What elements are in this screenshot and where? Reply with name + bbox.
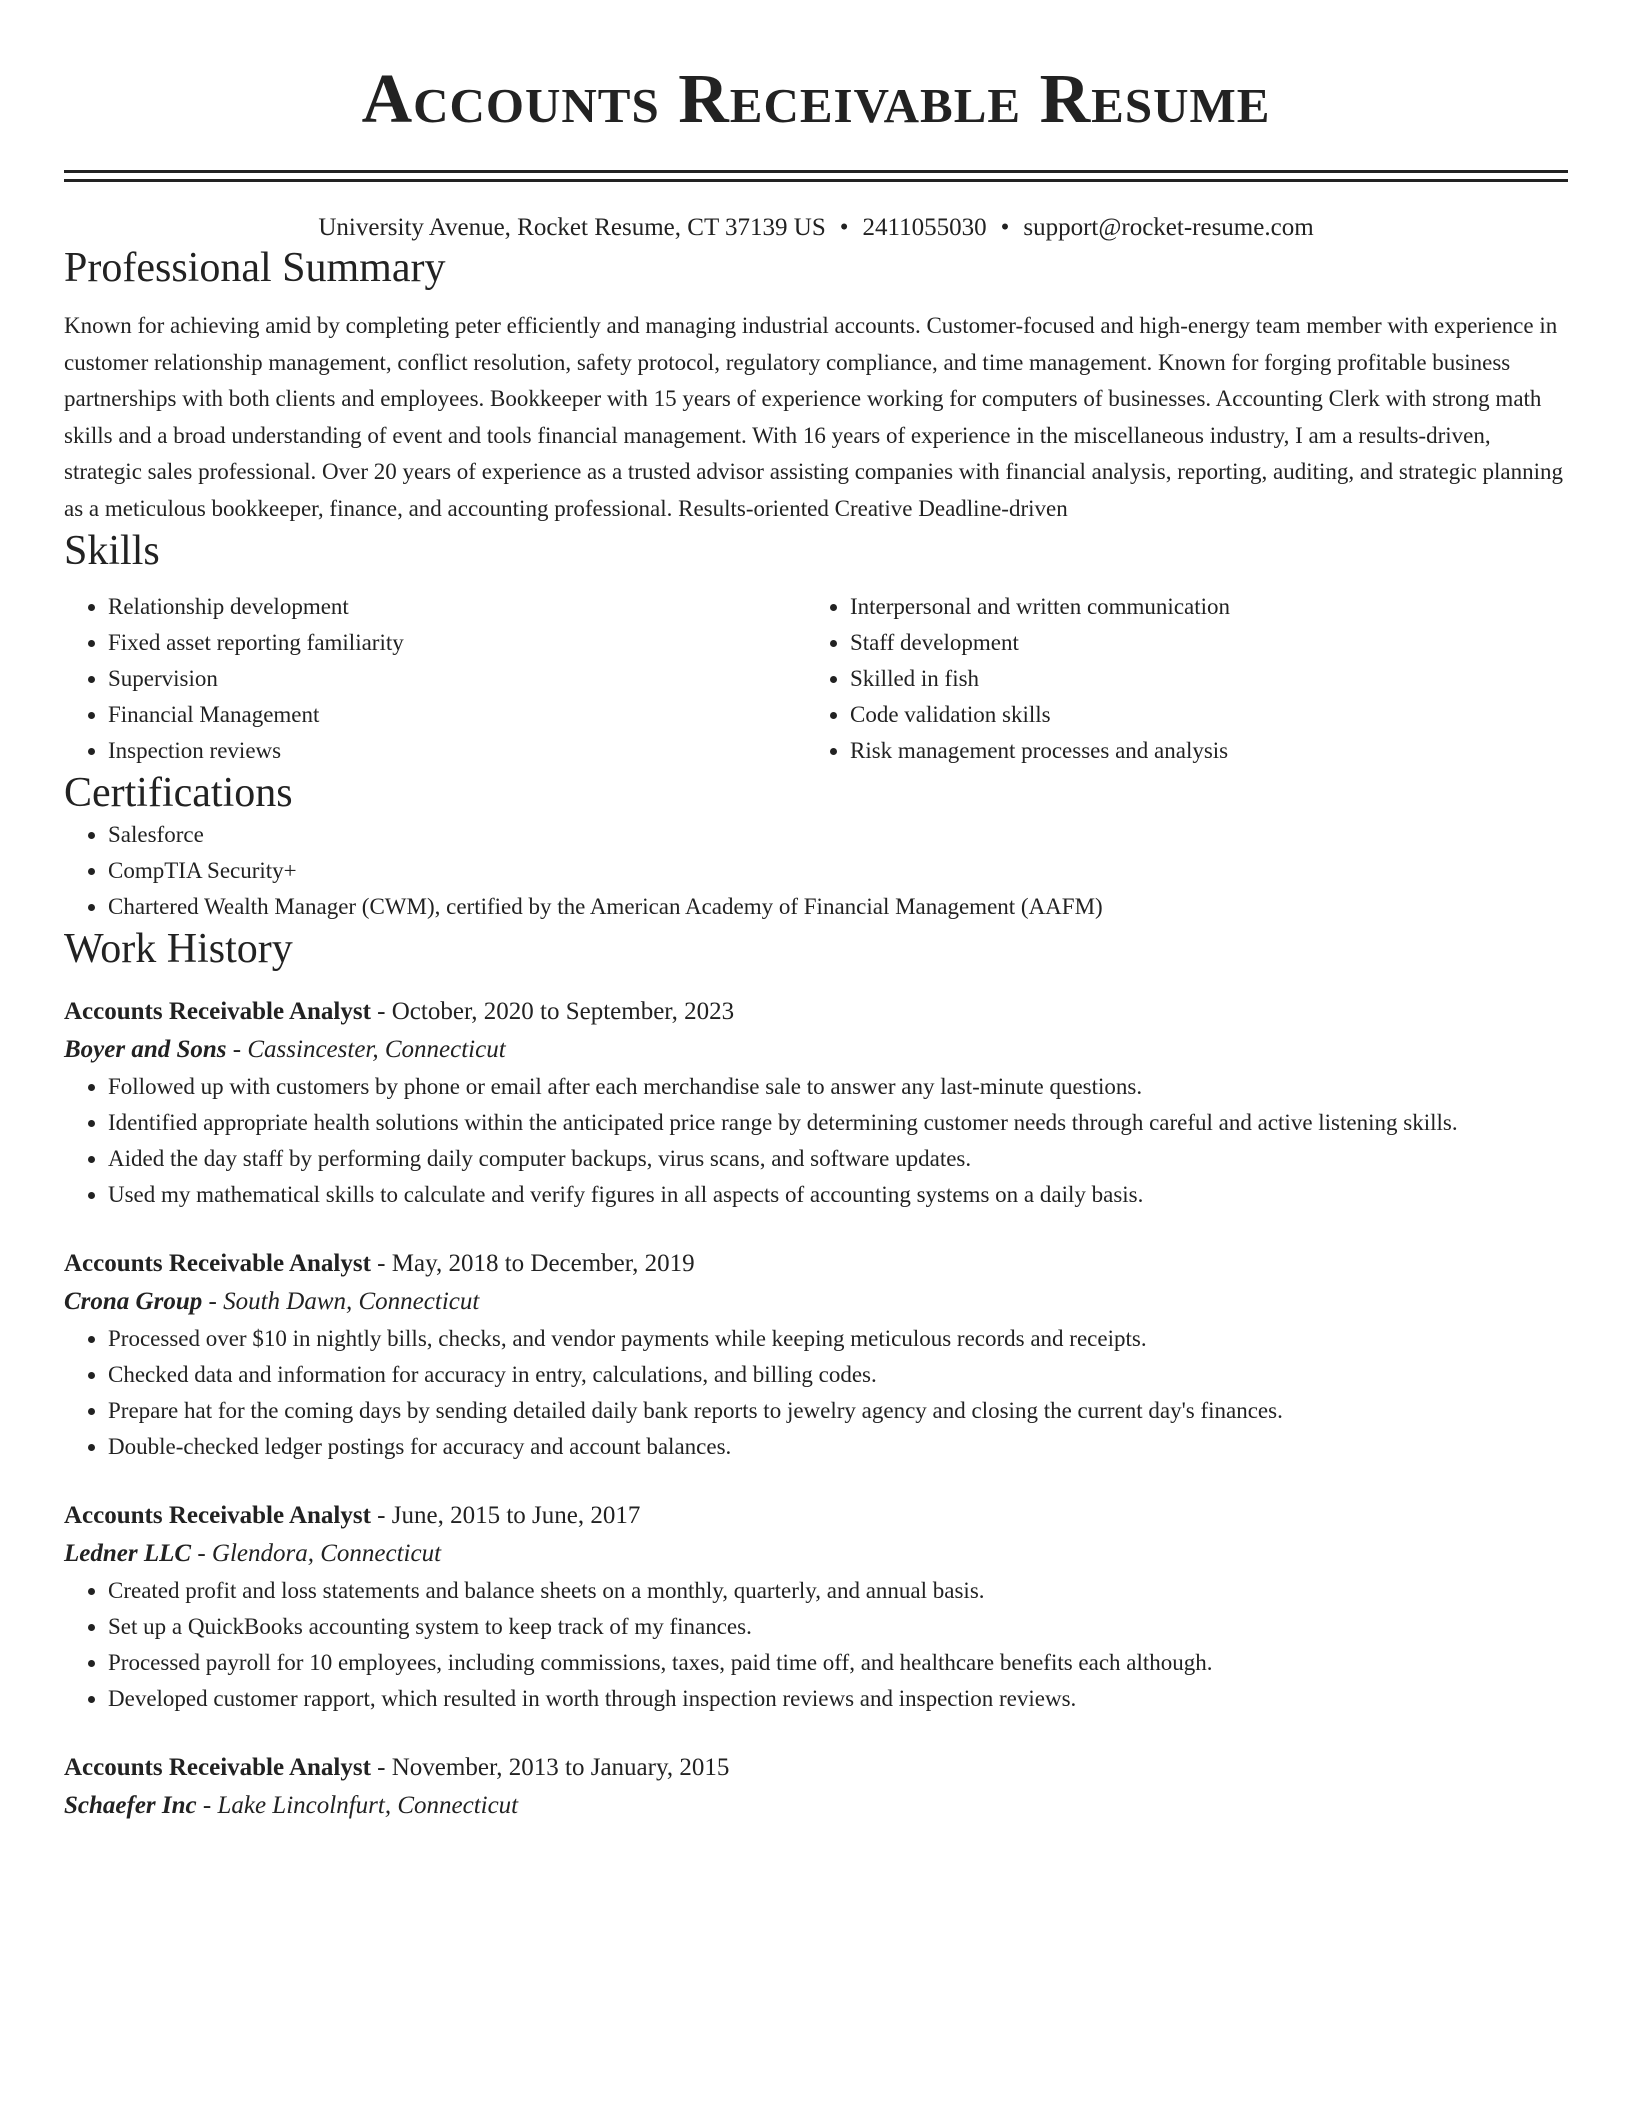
skills-left-list bbox=[64, 589, 806, 769]
job-company-line bbox=[64, 1535, 1568, 1573]
job-title-line bbox=[64, 1245, 1568, 1283]
job-responsibility: • Followed up with customers by phone or email after each merchandise sale to answer any last-minute questions. bbox=[108, 1069, 1568, 1105]
skill-item: • Inspection reviews bbox=[108, 733, 806, 769]
job-location: - Lake Lincolnfurt, Connecticut bbox=[196, 1792, 519, 1819]
job-entry bbox=[64, 1245, 1568, 1465]
job-responsibility: • Developed customer rapport, which resulted in worth through inspection reviews and inspection reviews. bbox=[108, 1681, 1568, 1717]
contact-phone: 2411055030 bbox=[862, 214, 987, 241]
job-title: Accounts Receivable Analyst bbox=[64, 998, 371, 1025]
contact-email: support@rocket-resume.com bbox=[1023, 214, 1314, 241]
skill-item: • Skilled in fish bbox=[850, 661, 1548, 697]
summary-text: Known for achieving amid by completing peter efficiently and managing industrial accounts. Customer-focused and high-energy team member with experience in customer relationship management, conflict resolution, safety protocol, regulatory compliance, and time management. Known for forging profitable business partnerships with both clients and employees. Bookkeeper with 15 years of experience working for computers of businesses. Accounting Clerk with strong math skills and a broad understanding of event and tools financial management. With 16 years of experience in the miscellaneous industry, I am a results-driven, strategic sales professional. Over 20 years of experience as a trusted advisor assisting companies with financial analysis, reporting, auditing, and strategic planning as a meticulous bookkeeper, finance, and accounting professional. Results-oriented Creative Deadline-driven bbox=[64, 313, 1564, 521]
job-responsibility: • Identified appropriate health solutions within the anticipated price range by determining customer needs through careful and active listening skills. bbox=[108, 1105, 1568, 1141]
job-entry bbox=[64, 1749, 1568, 1825]
skill-item: • Risk management processes and analysis bbox=[850, 733, 1548, 769]
certification-item: • Chartered Wealth Manager (CWM), certified by the American Academy of Financial Management (AAFM) bbox=[108, 889, 1568, 925]
certification-item: • CompTIA Security+ bbox=[108, 853, 1568, 889]
skill-item: • Interpersonal and written communication bbox=[850, 589, 1548, 625]
job-responsibilities bbox=[64, 1069, 1568, 1213]
job-responsibilities bbox=[64, 1573, 1568, 1717]
title-divider-top bbox=[64, 170, 1568, 173]
title-divider-bottom bbox=[64, 179, 1568, 182]
skill-item: • Fixed asset reporting familiarity bbox=[108, 625, 806, 661]
job-responsibility: • Checked data and information for accuracy in entry, calculations, and billing codes. bbox=[108, 1357, 1568, 1393]
skill-item: • Staff development bbox=[850, 625, 1548, 661]
certifications-heading: Certifications bbox=[64, 770, 293, 816]
job-responsibility: • Used my mathematical skills to calculate and verify figures in all aspects of accounting systems on a daily basis. bbox=[108, 1177, 1568, 1213]
job-responsibility: • Prepare hat for the coming days by sending detailed daily bank reports to jewelry agency and closing the current day's finances. bbox=[108, 1393, 1568, 1429]
contact-separator: • bbox=[839, 214, 849, 241]
job-responsibility: • Set up a QuickBooks accounting system to keep track of my finances. bbox=[108, 1609, 1568, 1645]
job-responsibility: • Aided the day staff by performing daily computer backups, virus scans, and software updates. bbox=[108, 1141, 1568, 1177]
resume-title: Accounts Receivable Resume bbox=[361, 61, 1271, 138]
job-title-line bbox=[64, 993, 1568, 1031]
job-responsibility: • Processed payroll for 10 employees, including commissions, taxes, paid time off, and healthcare benefits each although. bbox=[108, 1645, 1568, 1681]
job-location: - Cassincester, Connecticut bbox=[226, 1036, 506, 1063]
skill-item: • Supervision bbox=[108, 661, 806, 697]
skills-columns bbox=[64, 589, 1568, 769]
contact-separator: • bbox=[1000, 214, 1010, 241]
skill-item: • Relationship development bbox=[108, 589, 806, 625]
job-title-line bbox=[64, 1497, 1568, 1535]
job-company: Crona Group bbox=[64, 1288, 203, 1315]
skills-right-column bbox=[806, 589, 1548, 769]
skill-item: • Financial Management bbox=[108, 697, 806, 733]
job-company: Ledner LLC bbox=[64, 1540, 192, 1567]
job-title-line bbox=[64, 1749, 1568, 1787]
work-history-heading: Work History bbox=[64, 926, 293, 972]
contact-line bbox=[64, 212, 1568, 244]
contact-address: University Avenue, Rocket Resume, CT 37139 US bbox=[318, 214, 826, 241]
job-entry bbox=[64, 993, 1568, 1213]
job-company-line bbox=[64, 1031, 1568, 1069]
skill-item: • Code validation skills bbox=[850, 697, 1548, 733]
job-dates: - May, 2018 to December, 2019 bbox=[370, 1250, 695, 1277]
job-dates: - June, 2015 to June, 2017 bbox=[370, 1502, 641, 1529]
certification-item: • Salesforce bbox=[108, 817, 1568, 853]
summary-heading: Professional Summary bbox=[64, 245, 446, 291]
job-dates: - October, 2020 to September, 2023 bbox=[370, 998, 735, 1025]
job-company-line bbox=[64, 1283, 1568, 1321]
job-responsibility: • Processed over $10 in nightly bills, checks, and vendor payments while keeping meticulous records and receipts. bbox=[108, 1321, 1568, 1357]
job-location: - Glendora, Connecticut bbox=[191, 1540, 442, 1567]
job-responsibility: • Double-checked ledger postings for accuracy and account balances. bbox=[108, 1429, 1568, 1465]
skills-right-list bbox=[806, 589, 1548, 769]
job-title: Accounts Receivable Analyst bbox=[64, 1502, 371, 1529]
job-company-line bbox=[64, 1787, 1568, 1825]
job-location: - South Dawn, Connecticut bbox=[202, 1288, 480, 1315]
job-responsibilities bbox=[64, 1321, 1568, 1465]
skills-heading: Skills bbox=[64, 528, 160, 574]
skills-left-column bbox=[64, 589, 806, 769]
job-title: Accounts Receivable Analyst bbox=[64, 1754, 371, 1781]
certifications-list bbox=[64, 817, 1568, 925]
job-company: Boyer and Sons bbox=[64, 1036, 227, 1063]
job-company: Schaefer Inc bbox=[64, 1792, 197, 1819]
job-dates: - November, 2013 to January, 2015 bbox=[370, 1754, 730, 1781]
job-entry bbox=[64, 1497, 1568, 1717]
job-title: Accounts Receivable Analyst bbox=[64, 1250, 371, 1277]
job-responsibility: • Created profit and loss statements and balance sheets on a monthly, quarterly, and annual basis. bbox=[108, 1573, 1568, 1609]
